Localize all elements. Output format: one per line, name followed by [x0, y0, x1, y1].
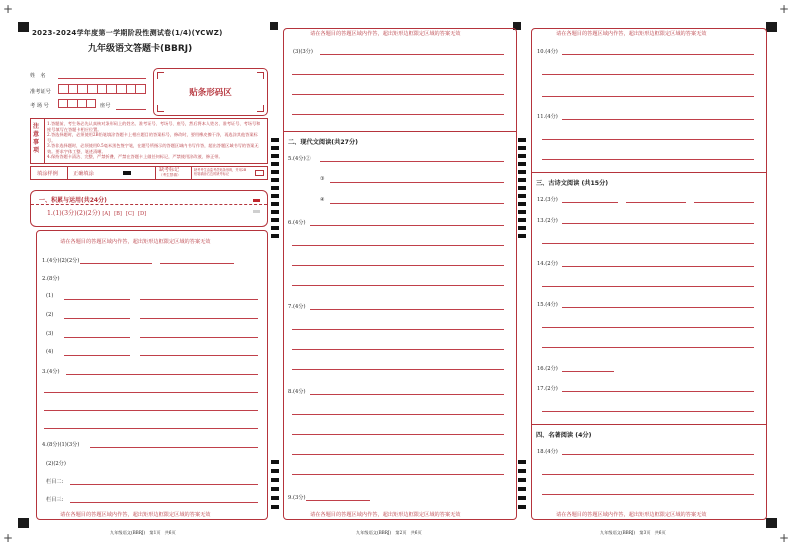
section1-title: 一、积累与运用(共24分) — [39, 197, 107, 204]
q3-label: 3.(4分) — [42, 369, 60, 375]
q6-label: 6.(4分) — [288, 220, 306, 226]
timing-mark — [518, 210, 526, 214]
q10-label: 10.(4分) — [537, 49, 558, 55]
timing-mark — [271, 202, 279, 206]
exam-no-cell[interactable] — [117, 84, 127, 94]
answer-line[interactable] — [64, 355, 130, 356]
crop-mark-icon: + — [3, 531, 14, 545]
q13-label: 13.(2分) — [537, 218, 558, 224]
exam-no-cell[interactable] — [136, 84, 146, 94]
warning-text: 请在各题目的答题区域内作答，超出矩形边框限定区域的答案无效 — [556, 31, 707, 37]
notes-tag: 注意事项 — [33, 123, 40, 154]
page-footer: 九年级语文(BBRJ) 第3页 共6页 — [600, 530, 666, 535]
option-b[interactable]: [B] — [114, 211, 122, 217]
timing-mark — [518, 186, 526, 190]
timing-mark — [271, 210, 279, 214]
q2-label: 2.(8分) — [42, 276, 60, 282]
answer-line[interactable] — [542, 411, 754, 412]
note-item: 2.答选择题时，必须使用2B铅笔填涂答题卡上相应题目的答案标号，修改时，要用橡皮擦干净，再选涂其他答案标号。 — [47, 132, 258, 143]
answer-line[interactable] — [90, 447, 258, 448]
positioning-block — [766, 518, 777, 528]
option-c[interactable]: [C] — [125, 211, 134, 217]
note-item: 3.答非选择题时，必须使用0.5毫米黑色签字笔，在题号所指示的答题区域内书写作答，超出答题区域书写的答案无效。要求字体工整、笔迹清晰。 — [47, 143, 259, 154]
answer-line[interactable] — [562, 266, 754, 267]
column3-answer-box — [531, 28, 767, 520]
timing-mark — [518, 460, 526, 464]
answer-line[interactable] — [64, 318, 130, 319]
answer-line[interactable] — [330, 182, 504, 183]
timing-mark — [271, 178, 279, 182]
positioning-block — [766, 22, 777, 32]
q16-label: 16.(2分) — [537, 366, 558, 372]
answer-line[interactable] — [292, 349, 504, 350]
answer-line[interactable] — [562, 371, 614, 372]
absent-sub-label: （考生禁填） — [159, 173, 181, 177]
fill-sample-label: 填涂样例 — [37, 171, 58, 177]
timing-mark — [271, 162, 279, 166]
timing-mark — [518, 478, 526, 482]
fill-sample-row — [30, 166, 268, 180]
answer-line[interactable] — [292, 329, 504, 330]
timing-mark — [518, 170, 526, 174]
q11-label: 11.(4分) — [537, 114, 558, 120]
answer-line[interactable] — [320, 54, 504, 55]
q8-label: 8.(4分) — [288, 389, 306, 395]
page-footer: 九年级语文(BBRJ) 第2页 共6页 — [356, 530, 422, 535]
q1-choice-label: 1.(1)(3分)(2)(2分) — [47, 210, 101, 217]
answer-line[interactable] — [542, 494, 754, 495]
timing-mark — [518, 218, 526, 222]
note-item: 4.保持答题卡清洁、完整，严禁折叠，严禁在答题卡上做任何标记，严禁使用涂改液、修正带。 — [47, 154, 223, 159]
timing-mark — [271, 460, 279, 464]
section2-title: 二、现代文阅读(共27分) — [288, 139, 358, 146]
note-item: 1.答题前，考生务必先认真核对条形码上的姓名、准考证号、考场号、座号，然后将本人姓名、准考证号、考场号和座号填写在答题卡相应位置。 — [47, 121, 261, 132]
q7-label: 7.(4分) — [288, 304, 306, 310]
positioning-block — [18, 518, 29, 528]
exam-no-cell[interactable] — [78, 84, 88, 94]
answer-line[interactable] — [66, 374, 258, 375]
exam-no-cell[interactable] — [107, 84, 117, 94]
answer-line[interactable] — [64, 337, 130, 338]
name-label: 姓 名 — [30, 73, 46, 79]
answer-line[interactable] — [44, 410, 258, 411]
answer-line[interactable] — [542, 243, 754, 244]
answer-line[interactable] — [80, 263, 152, 264]
answer-line[interactable] — [70, 484, 258, 485]
exam-no-cell[interactable] — [98, 84, 108, 94]
timing-mark — [271, 226, 279, 230]
answer-line[interactable] — [562, 454, 754, 455]
seat-field[interactable] — [116, 109, 146, 110]
answer-line[interactable] — [140, 337, 258, 338]
timing-mark — [271, 487, 279, 491]
timing-mark — [518, 154, 526, 158]
answer-line[interactable] — [542, 286, 754, 287]
timing-mark — [518, 226, 526, 230]
section-divider — [283, 131, 517, 132]
filled-sample-icon — [123, 171, 131, 175]
name-field[interactable] — [58, 78, 146, 79]
answer-line[interactable] — [542, 347, 754, 348]
option-a[interactable]: [A] — [102, 211, 111, 217]
q15-label: 15.(4分) — [537, 302, 558, 308]
timing-mark — [271, 478, 279, 482]
q2-sub4-label: (4) — [46, 349, 54, 355]
timing-mark — [271, 234, 279, 238]
timing-mark — [271, 138, 279, 142]
timing-mark — [271, 154, 279, 158]
answer-line[interactable] — [292, 94, 504, 95]
timing-mark — [518, 178, 526, 182]
timing-mark — [518, 146, 526, 150]
answer-line[interactable] — [140, 299, 258, 300]
timing-mark — [518, 138, 526, 142]
answer-line[interactable] — [306, 500, 370, 501]
answer-line[interactable] — [310, 225, 504, 226]
room-label: 考 场 号 — [30, 103, 49, 109]
answer-line[interactable] — [542, 159, 754, 160]
timing-mark — [518, 487, 526, 491]
answer-line[interactable] — [542, 139, 754, 140]
absent-checkbox[interactable] — [255, 170, 264, 176]
answer-line[interactable] — [292, 265, 504, 266]
exam-no-cell[interactable] — [127, 84, 137, 94]
timing-mark — [518, 162, 526, 166]
exam-no-field[interactable] — [58, 84, 146, 94]
q9-label: 9.(3分) — [288, 495, 306, 501]
crop-mark-icon: + — [779, 2, 790, 16]
q4-blank1-label: 栏目二: — [46, 479, 64, 485]
answer-line[interactable] — [292, 454, 504, 455]
answer-line[interactable] — [160, 263, 234, 264]
answer-line[interactable] — [292, 434, 504, 435]
answer-line[interactable] — [542, 74, 754, 75]
answer-line[interactable] — [542, 96, 754, 97]
answer-line[interactable] — [562, 307, 754, 308]
timing-mark — [518, 202, 526, 206]
q2-sub3-label: (3) — [46, 331, 54, 337]
exam-no-cell[interactable] — [88, 84, 98, 94]
answer-line[interactable] — [292, 414, 504, 415]
exam-no-label: 准考证号 — [30, 89, 51, 95]
answer-line[interactable] — [310, 394, 504, 395]
answer-line[interactable] — [562, 223, 754, 224]
q17-label: 17.(2分) — [537, 386, 558, 392]
q2-sub2-label: (2) — [46, 312, 54, 318]
warning-text: 请在各题目的答题区域内作答，超出矩形边框限定区域的答案无效 — [60, 239, 211, 245]
barcode-label: 贴条形码区 — [189, 88, 232, 98]
timing-mark — [271, 186, 279, 190]
exam-no-cell[interactable] — [58, 84, 69, 94]
option-d[interactable]: [D] — [137, 211, 147, 217]
q3-3-label: (3)(3分) — [293, 49, 313, 55]
column1-answer-box — [36, 230, 268, 520]
q12-label: 12.(3分) — [537, 197, 558, 203]
answer-line[interactable] — [292, 474, 504, 475]
answer-line[interactable] — [542, 327, 754, 328]
answer-line[interactable] — [292, 369, 504, 370]
notes-box — [30, 118, 268, 164]
room-field[interactable] — [58, 99, 96, 108]
answer-line[interactable] — [330, 203, 504, 204]
absent-note: 缺考考生由监考员贴条形码，并用2B铅笔填涂右边的缺考标记 — [194, 168, 247, 176]
crop-mark-icon: + — [3, 2, 14, 16]
answer-line[interactable] — [140, 355, 258, 356]
positioning-block — [18, 22, 29, 32]
exam-title: 2023-2024学年度第一学期阶段性测试卷(1/4)(YCWZ) — [32, 29, 223, 37]
section3-title: 三、古诗文阅读 (共15分) — [536, 180, 609, 187]
q2-sub1-label: (1) — [46, 293, 54, 299]
answer-line[interactable] — [44, 428, 258, 429]
q4-label: 4.(8分)(1)(3分) — [42, 442, 80, 448]
exam-no-cell[interactable] — [69, 84, 79, 94]
timing-mark — [271, 218, 279, 222]
section4-title: 四、名著阅读 (4分) — [536, 432, 592, 439]
answer-line[interactable] — [320, 161, 504, 162]
answer-line[interactable] — [562, 119, 754, 120]
answer-line[interactable] — [44, 392, 258, 393]
answer-line[interactable] — [626, 202, 686, 203]
timing-mark — [271, 170, 279, 174]
q4-blank2-label: 栏目三: — [46, 497, 64, 503]
answer-line[interactable] — [292, 114, 504, 115]
q18-label: 18.(4分) — [537, 449, 558, 455]
timing-mark — [518, 469, 526, 473]
crop-mark-icon: + — [779, 531, 790, 545]
page-footer: 九年级语文(BBRJ) 第1页 共6页 — [110, 530, 176, 535]
answer-line[interactable] — [694, 202, 754, 203]
answer-line[interactable] — [140, 318, 258, 319]
q5-item3-label: ③ — [320, 176, 325, 182]
timing-mark — [518, 194, 526, 198]
barcode-area — [153, 68, 268, 116]
warning-text: 请在各题目的答题区域内作答，超出矩形边框限定区域的答案无效 — [556, 512, 707, 518]
q1-label: 1.(4分)(2)(2分) — [42, 258, 80, 264]
seat-label: 座号 — [100, 103, 111, 109]
answer-line[interactable] — [64, 299, 130, 300]
timing-mark — [271, 146, 279, 150]
timing-mark — [518, 234, 526, 238]
answer-line[interactable] — [310, 309, 504, 310]
timing-mark — [271, 496, 279, 500]
answer-line[interactable] — [562, 202, 618, 203]
correct-fill-label: 正确填涂 — [73, 171, 94, 177]
timing-mark — [518, 496, 526, 500]
section-divider — [531, 424, 767, 425]
warning-text: 请在各题目的答题区域内作答，超出矩形边框限定区域的答案无效 — [310, 31, 461, 37]
warning-text: 请在各题目的答题区域内作答，超出矩形边框限定区域的答案无效 — [310, 512, 461, 518]
section1-choice-box — [30, 190, 268, 227]
answer-line[interactable] — [562, 54, 754, 55]
answer-line[interactable] — [70, 502, 258, 503]
absent-mark-label: 缺考标记 — [159, 167, 180, 173]
warning-text: 请在各题目的答题区域内作答，超出矩形边框限定区域的答案无效 — [60, 512, 211, 518]
timing-mark — [271, 505, 279, 509]
q5-label: 5.(4分)② — [288, 156, 311, 162]
section-divider — [531, 172, 767, 173]
answer-line[interactable] — [292, 245, 504, 246]
answer-line[interactable] — [292, 285, 504, 286]
column2-answer-box — [283, 28, 517, 520]
timing-mark — [271, 469, 279, 473]
answer-line[interactable] — [562, 391, 754, 392]
positioning-block — [270, 22, 278, 30]
timing-mark — [271, 194, 279, 198]
answer-line[interactable] — [292, 74, 504, 75]
q14-label: 14.(2分) — [537, 261, 558, 267]
timing-mark — [518, 505, 526, 509]
q5-item4-label: ④ — [320, 197, 325, 203]
answer-line[interactable] — [542, 474, 754, 475]
q4-sub2-label: (2)(2分) — [46, 461, 66, 467]
card-subtitle: 九年级语文答题卡(BBRJ) — [88, 44, 193, 54]
